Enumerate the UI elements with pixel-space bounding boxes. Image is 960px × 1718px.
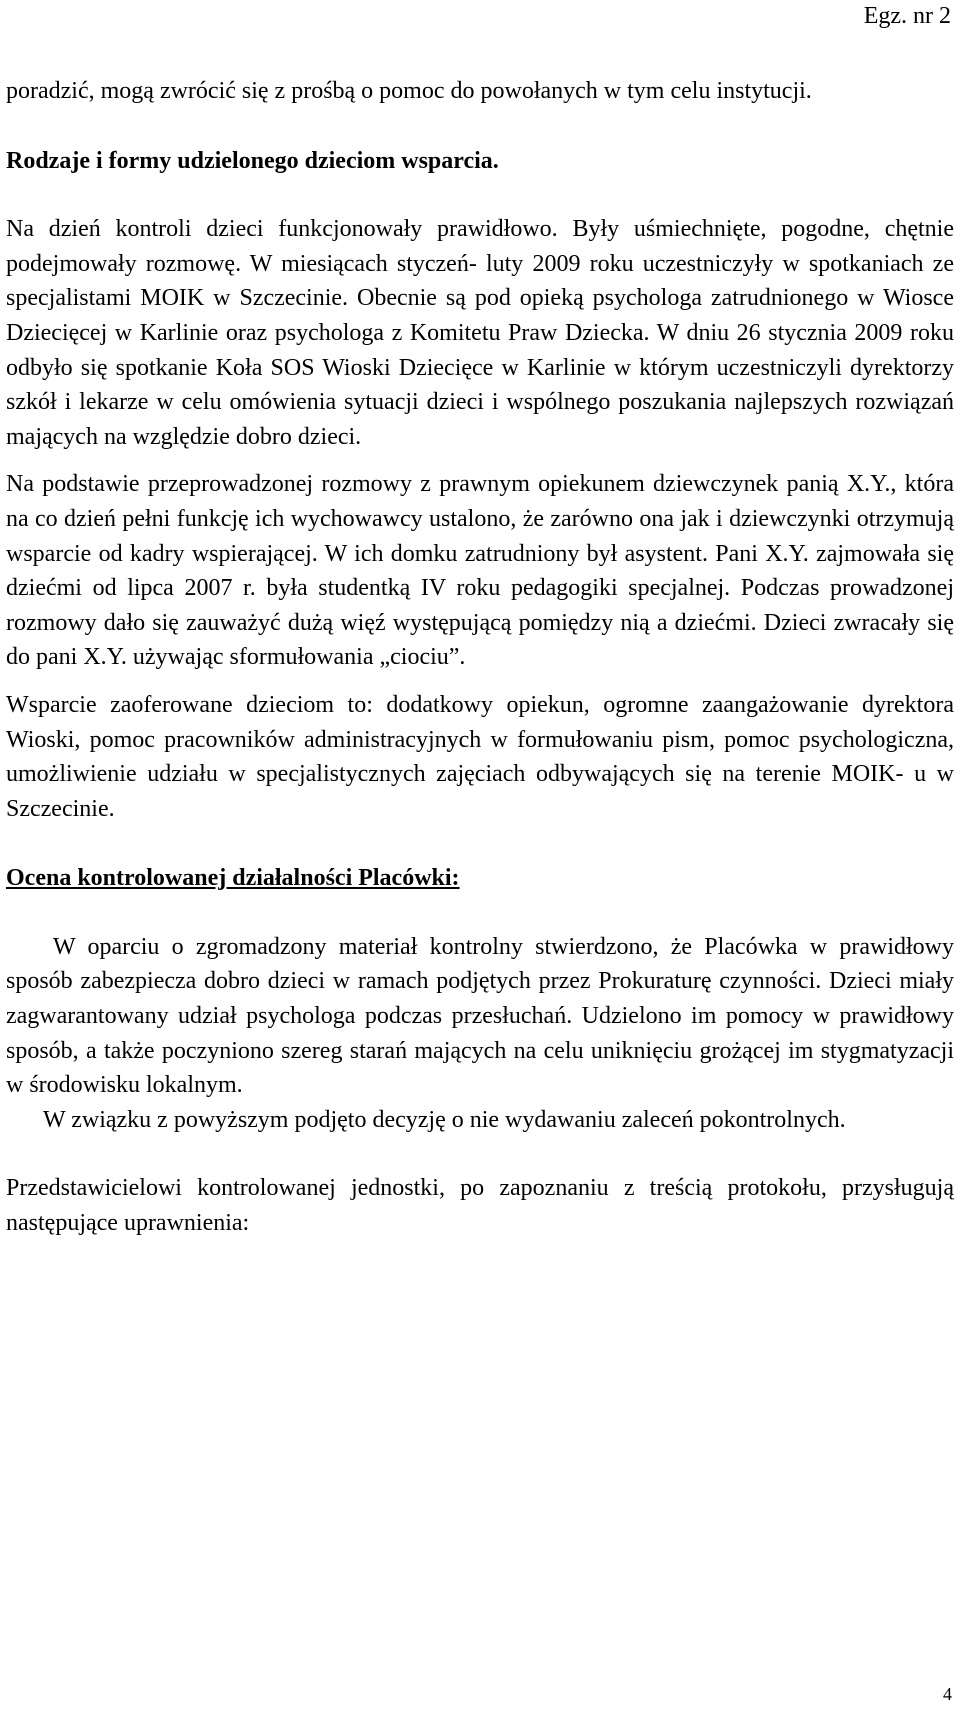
- paragraph-children-status: Na dzień kontroli dzieci funkcjonowały prawidłowo. Były uśmiechnięte, pogodne, chętnie podejmowały rozmowę. W miesiącach styczeń- luty 2009 roku uczestniczyły w spotkaniach ze specjalistami MOIK w Szczecinie. Obecnie są pod opieką psychologa zatrudnionego w Wiosce Dziecięcej w Karlinie oraz psychologa z Komitetu Praw Dziecka. W dniu 26 stycznia 2009 roku odbyło się spotkanie Koła SOS Wioski Dziecięce w Karlinie w którym uczestniczyli dyrektorzy szkół i lekarze w celu omówienia sytuacji dzieci i wspólnego poszukania najlepszych rozwiązań mających na względzie dobro dzieci.: [6, 216, 954, 450]
- paragraph-decision: W związku z powyższym podjęto decyzję o nie wydawaniu zaleceń pokontrolnych.: [43, 1106, 846, 1133]
- section-heading-support: Rodzaje i formy udzielonego dzieciom wsparcia.: [6, 147, 499, 174]
- copy-number-label: Egz. nr 2: [863, 3, 951, 29]
- paragraph-intro: poradzić, mogą zwrócić się z prośbą o pomoc do powołanych w tym celu instytucji.: [6, 78, 812, 104]
- paragraph-support-offered: Wsparcie zaoferowane dzieciom to: dodatkowy opiekun, ogromne zaangażowanie dyrektora Wioski, pomoc pracowników administracyjnych w formułowaniu pism, pomoc psychologiczna, umożliwienie udziału w specjalistycznych zajęciach odbywających się na terenie MOIK- u w Szczecinie.: [6, 691, 954, 822]
- paragraph-rights: Przedstawicielowi kontrolowanej jednostki, po zapoznaniu z treścią protokołu, przysługują następujące uprawnienia:: [6, 1175, 954, 1237]
- paragraph-guardian-interview: Na podstawie przeprowadzonej rozmowy z prawnym opiekunem dziewczynek panią X.Y., która na co dzień pełni funkcję ich wychowawcy ustalono, że zarówno ona jak i dziewczynki otrzymują wsparcie od kadry wspierającej. W ich domku zatrudniony był asystent. Pani X.Y. zajmowała się dziećmi od lipca 2007 r. była studentką IV roku pedagogiki specjalnej. Podczas prowadzonej rozmowy dało się zauważyć dużą więź występującą pomiędzy nią a dziećmi. Dzieci zwracały się do pani X.Y. używając sformułowania „ciociu”.: [6, 471, 954, 671]
- document-body: [6, 74, 954, 1241]
- page-number: 4: [943, 1684, 952, 1704]
- paragraph-assessment: W oparciu o zgromadzony materiał kontrolny stwierdzono, że Placówka w prawidłowy sposób zabezpiecza dobro dzieci w ramach podjętych przez Prokuraturę czynności. Dzieci miały zagwarantowany udział psychologa podczas przesłuchań. Udzielono im pomocy w prawidłowy sposób, a także poczyniono szereg starań mających na celu uniknięciu grożącej im stygmatyzacji w środowisku lokalnym.: [6, 933, 954, 1099]
- section-heading-assessment: Ocena kontrolowanej działalności Placówki:: [6, 865, 460, 892]
